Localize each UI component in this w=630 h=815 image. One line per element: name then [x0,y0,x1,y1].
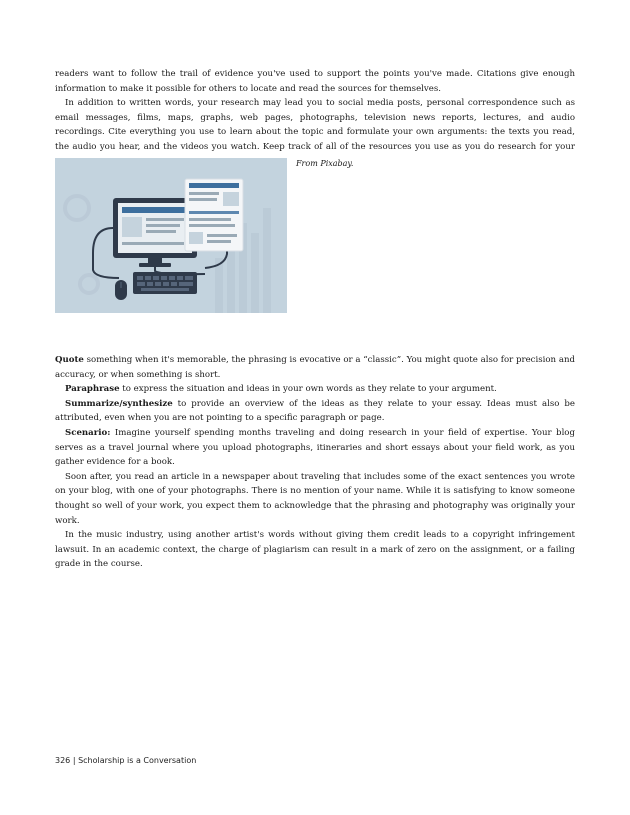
paragraph: Soon after, you read an article in a newspaper about traveling that includes some of the exact sentences you wrote on your blog, with one of your photographs. There is no mention of your name. While it is satisfying to know someone thought so well of your work, you expect them to acknowledge that the phrasing and photography was originally your work. [55,471,575,526]
lower-text [55,353,575,572]
item-text: something when it's memorable, the phrasing is evocative or a “classic”. You might quote also for precision and accuracy, or when something is short. [55,355,575,380]
item-paraphrase [55,382,575,397]
footer-separator: | [72,756,76,765]
figure [55,158,575,313]
item-term: Paraphrase [65,384,120,395]
page-number: 326 [55,756,71,765]
computer-illustration-svg [55,158,287,313]
item-term: Summarize/synthesize [65,398,173,409]
item-term: Quote [55,355,84,365]
item-text: Imagine yourself spending months traveling and doing research in your field of expertise. Your blog serves as a travel journal where you upload photographs, itineraries and short essays about your field work, as you gather evidence for a book. [55,427,575,468]
item-text: to provide an overview of the ideas as they relate to your essay. Ideas must also be attributed, even when you are not pointing to a specific paragraph or page. [55,398,575,424]
image-credit: From Pixabay. [296,159,354,168]
item-summarize [55,397,575,426]
chapter-title: Scholarship is a Conversation [78,756,197,765]
top-text [55,67,575,169]
computer-illustration [55,158,287,313]
paragraph: readers want to follow the trail of evidence you've used to support the points you've made. Citations give enough information to make it possible for others to locate and read the sources for themselves. [55,69,575,94]
item-term: Scenario: [65,427,111,438]
page-footer [55,756,196,765]
item-quote [55,353,575,382]
item-scenario [55,426,575,470]
paragraph: In the music industry, using another artist's words without giving them credit leads to a copyright infringement lawsuit. In an academic context, the charge of plagiarism can result in a mark of zero on the assignment, or a failing grade in the course. [55,530,575,570]
paragraph: In addition to written words, your research may lead you to social media posts, personal correspondence such as email messages, films, maps, graphs, web pages, photographs, television news reports, lectures, and audio recordings. Cite everything you use to learn about the topic and formulate your own arguments: the texts you read, the audio you hear, and the videos you watch. Keep track of all of the resources you use as you do research for your [55,98,575,152]
item-text: to express the situation and ideas in your own words as they relate to your argument. [119,384,497,395]
